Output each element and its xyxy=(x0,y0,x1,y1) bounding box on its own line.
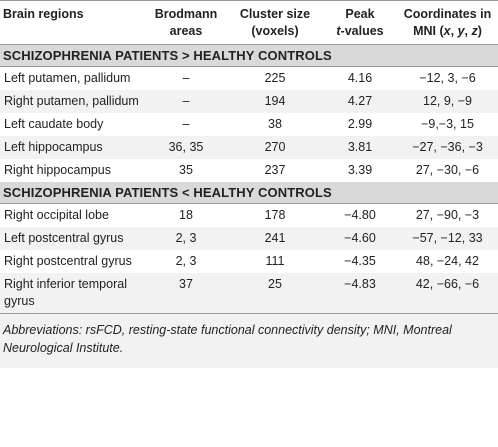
cell-region: Right putamen, pallidum xyxy=(0,90,145,113)
table-row xyxy=(0,90,498,113)
cell-brodmann: – xyxy=(145,90,227,113)
cell-brodmann: 37 xyxy=(145,273,227,313)
table-footnote: Abbreviations: rsFCD, resting-state functional connectivity density; MNI, Montreal Neurological Institute. xyxy=(0,313,498,368)
header-peak xyxy=(323,1,397,45)
cell-region: Right inferior temporal gyrus xyxy=(0,273,145,313)
cell-peak: 3.81 xyxy=(323,136,397,159)
cell-coordinates: 48, −24, 42 xyxy=(397,250,498,273)
cell-brodmann: – xyxy=(145,67,227,91)
cell-brodmann: 35 xyxy=(145,159,227,182)
cell-brodmann: 36, 35 xyxy=(145,136,227,159)
cell-region: Left hippocampus xyxy=(0,136,145,159)
table-row xyxy=(0,136,498,159)
cell-cluster: 270 xyxy=(227,136,323,159)
header-peak-suffix: -values xyxy=(340,24,384,38)
cell-coordinates: 42, −66, −6 xyxy=(397,273,498,313)
cell-brodmann: 2, 3 xyxy=(145,250,227,273)
cell-coordinates: −12, 3, −6 xyxy=(397,67,498,91)
header-coord-sep1: , xyxy=(450,24,458,38)
cell-peak: −4.60 xyxy=(323,227,397,250)
cell-peak: 3.39 xyxy=(323,159,397,182)
cell-cluster: 38 xyxy=(227,113,323,136)
cell-coordinates: 27, −90, −3 xyxy=(397,204,498,228)
header-regions: Brain regions xyxy=(3,7,84,21)
cell-region: Left caudate body xyxy=(0,113,145,136)
cell-peak: −4.83 xyxy=(323,273,397,313)
header-cluster: Cluster size (voxels) xyxy=(239,7,311,38)
section-heading-row xyxy=(0,45,498,67)
header-brodmann: Brodmann areas xyxy=(154,7,218,38)
table-row xyxy=(0,67,498,91)
cell-cluster: 178 xyxy=(227,204,323,228)
header-coord-z: z xyxy=(471,24,478,38)
cell-cluster: 25 xyxy=(227,273,323,313)
cell-cluster: 237 xyxy=(227,159,323,182)
header-coord-x: x xyxy=(443,24,451,38)
cell-region: Left putamen, pallidum xyxy=(0,67,145,91)
cell-brodmann: – xyxy=(145,113,227,136)
cell-coordinates: 27, −30, −6 xyxy=(397,159,498,182)
cell-cluster: 194 xyxy=(227,90,323,113)
cell-coordinates: −57, −12, 33 xyxy=(397,227,498,250)
cell-region: Right occipital lobe xyxy=(0,204,145,228)
cell-peak: −4.80 xyxy=(323,204,397,228)
cell-peak: −4.35 xyxy=(323,250,397,273)
cell-region: Left postcentral gyrus xyxy=(0,227,145,250)
cell-peak: 4.16 xyxy=(323,67,397,91)
table-row xyxy=(0,204,498,228)
section-heading-row xyxy=(0,182,498,204)
table-row xyxy=(0,159,498,182)
cell-region: Right hippocampus xyxy=(0,159,145,182)
cell-cluster: 225 xyxy=(227,67,323,91)
cell-brodmann: 2, 3 xyxy=(145,227,227,250)
cell-brodmann: 18 xyxy=(145,204,227,228)
header-coord-y: y xyxy=(457,24,465,38)
table-row xyxy=(0,250,498,273)
cell-cluster: 241 xyxy=(227,227,323,250)
cell-cluster: 111 xyxy=(227,250,323,273)
header-peak-prefix: Peak xyxy=(345,7,375,21)
cell-region: Right postcentral gyrus xyxy=(0,250,145,273)
cell-coordinates: −27, −36, −3 xyxy=(397,136,498,159)
table-row xyxy=(0,227,498,250)
header-coordinates xyxy=(397,1,498,45)
header-coord-sep2: , xyxy=(464,24,472,38)
header-coord-suffix: ) xyxy=(477,24,482,38)
cell-peak: 2.99 xyxy=(323,113,397,136)
section-title: SCHIZOPHRENIA PATIENTS < HEALTHY CONTROLS xyxy=(0,182,498,204)
section-title: SCHIZOPHRENIA PATIENTS > HEALTHY CONTROLS xyxy=(0,45,498,67)
cell-coordinates: −9,−3, 15 xyxy=(397,113,498,136)
cell-coordinates: 12, 9, −9 xyxy=(397,90,498,113)
table-row xyxy=(0,273,498,313)
table-row xyxy=(0,113,498,136)
header-row xyxy=(0,1,498,45)
cell-peak: 4.27 xyxy=(323,90,397,113)
header-coord-prefix: Coordinates in MNI ( xyxy=(403,7,492,38)
header-peak-t: t xyxy=(336,24,341,38)
